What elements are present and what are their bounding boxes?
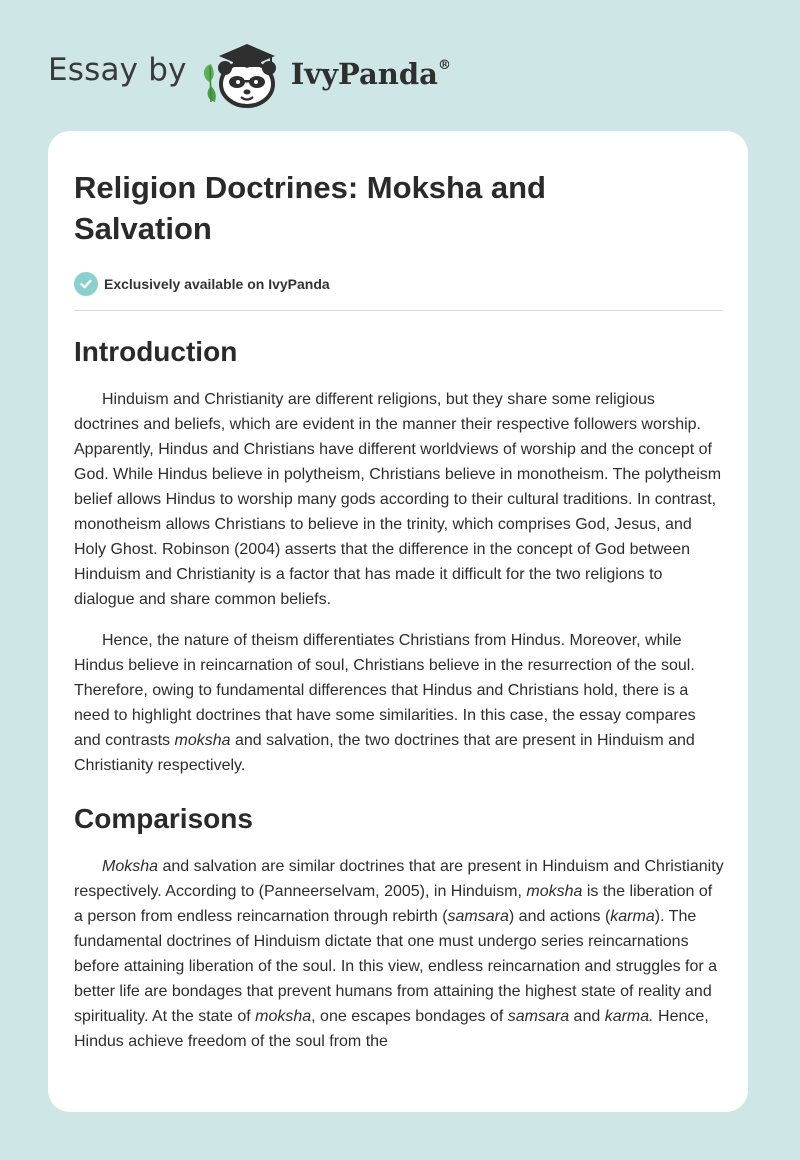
registered-mark: ® [437, 58, 451, 74]
check-icon [74, 272, 98, 296]
essay-by-label: Essay by [48, 52, 187, 88]
exclusive-label: Exclusively available on IvyPanda [104, 276, 330, 292]
paragraph: Hinduism and Christianity are different religions, but they share some religious doctrines and beliefs, which are evident in the manner their respective followers worship. Apparently, Hindus and Christians have different worldviews of worship and the concept of God. While Hindus believe in polytheism, Christians believe in monotheism. The polytheism belief allows Hindus to worship many gods according to their cultural traditions. In contrast, monotheism allows Christians to believe in the trinity, which comprises God, Jesus, and Holy Ghost. Robinson (2004) asserts that the difference in the concept of God between Hinduism and Christianity is a factor that has made it difficult for the two religions to dialogue and share common beliefs. [74, 391, 722, 608]
paragraph: Hence, the nature of theism differentiates Christians from Hindus. Moreover, while Hindus believe in reincarnation of soul, Christians believe in the resurrection of the soul. Therefore, owing to fundamental differences that Hindus and Christians hold, there is a need to highlight doctrines that have some similarities. In this case, the essay compares and contrasts moksha and salvation, the two doctrines that are present in Hinduism and Christianity respectively. [74, 632, 696, 774]
essay-card [48, 131, 748, 1112]
section-heading: Comparisons [74, 803, 253, 834]
exclusive-availability [74, 271, 722, 297]
paragraph: Moksha and salvation are similar doctrines that are present in Hinduism and Christianity respectively. According to (Panneerselvam, 2005), in Hinduism, moksha is the liberation of a person from endless reincarnation through rebirth (samsara) and actions (karma). The fundamental doctrines of Hinduism dictate that one must undergo series reincarnations before attaining liberation of the soul. In this view, endless reincarnation and struggles for a better life are bondages that prevent humans from attaining the highest state of reality and spirituality. At the state of moksha, one escapes bondages of samsara and karma. Hence, Hindus achieve freedom of the soul from the [74, 858, 724, 1050]
section-heading: Introduction [74, 336, 238, 367]
section-comparisons [74, 802, 722, 1054]
panda-graduation-logo-icon[interactable] [197, 36, 285, 108]
section-introduction [74, 335, 722, 778]
brand-name[interactable]: IvyPanda® [290, 57, 451, 91]
essay-title: Religion Doctrines: Moksha and Salvation [74, 170, 546, 246]
site-header [48, 36, 451, 108]
leaf-icon [204, 64, 216, 102]
divider [74, 310, 723, 311]
